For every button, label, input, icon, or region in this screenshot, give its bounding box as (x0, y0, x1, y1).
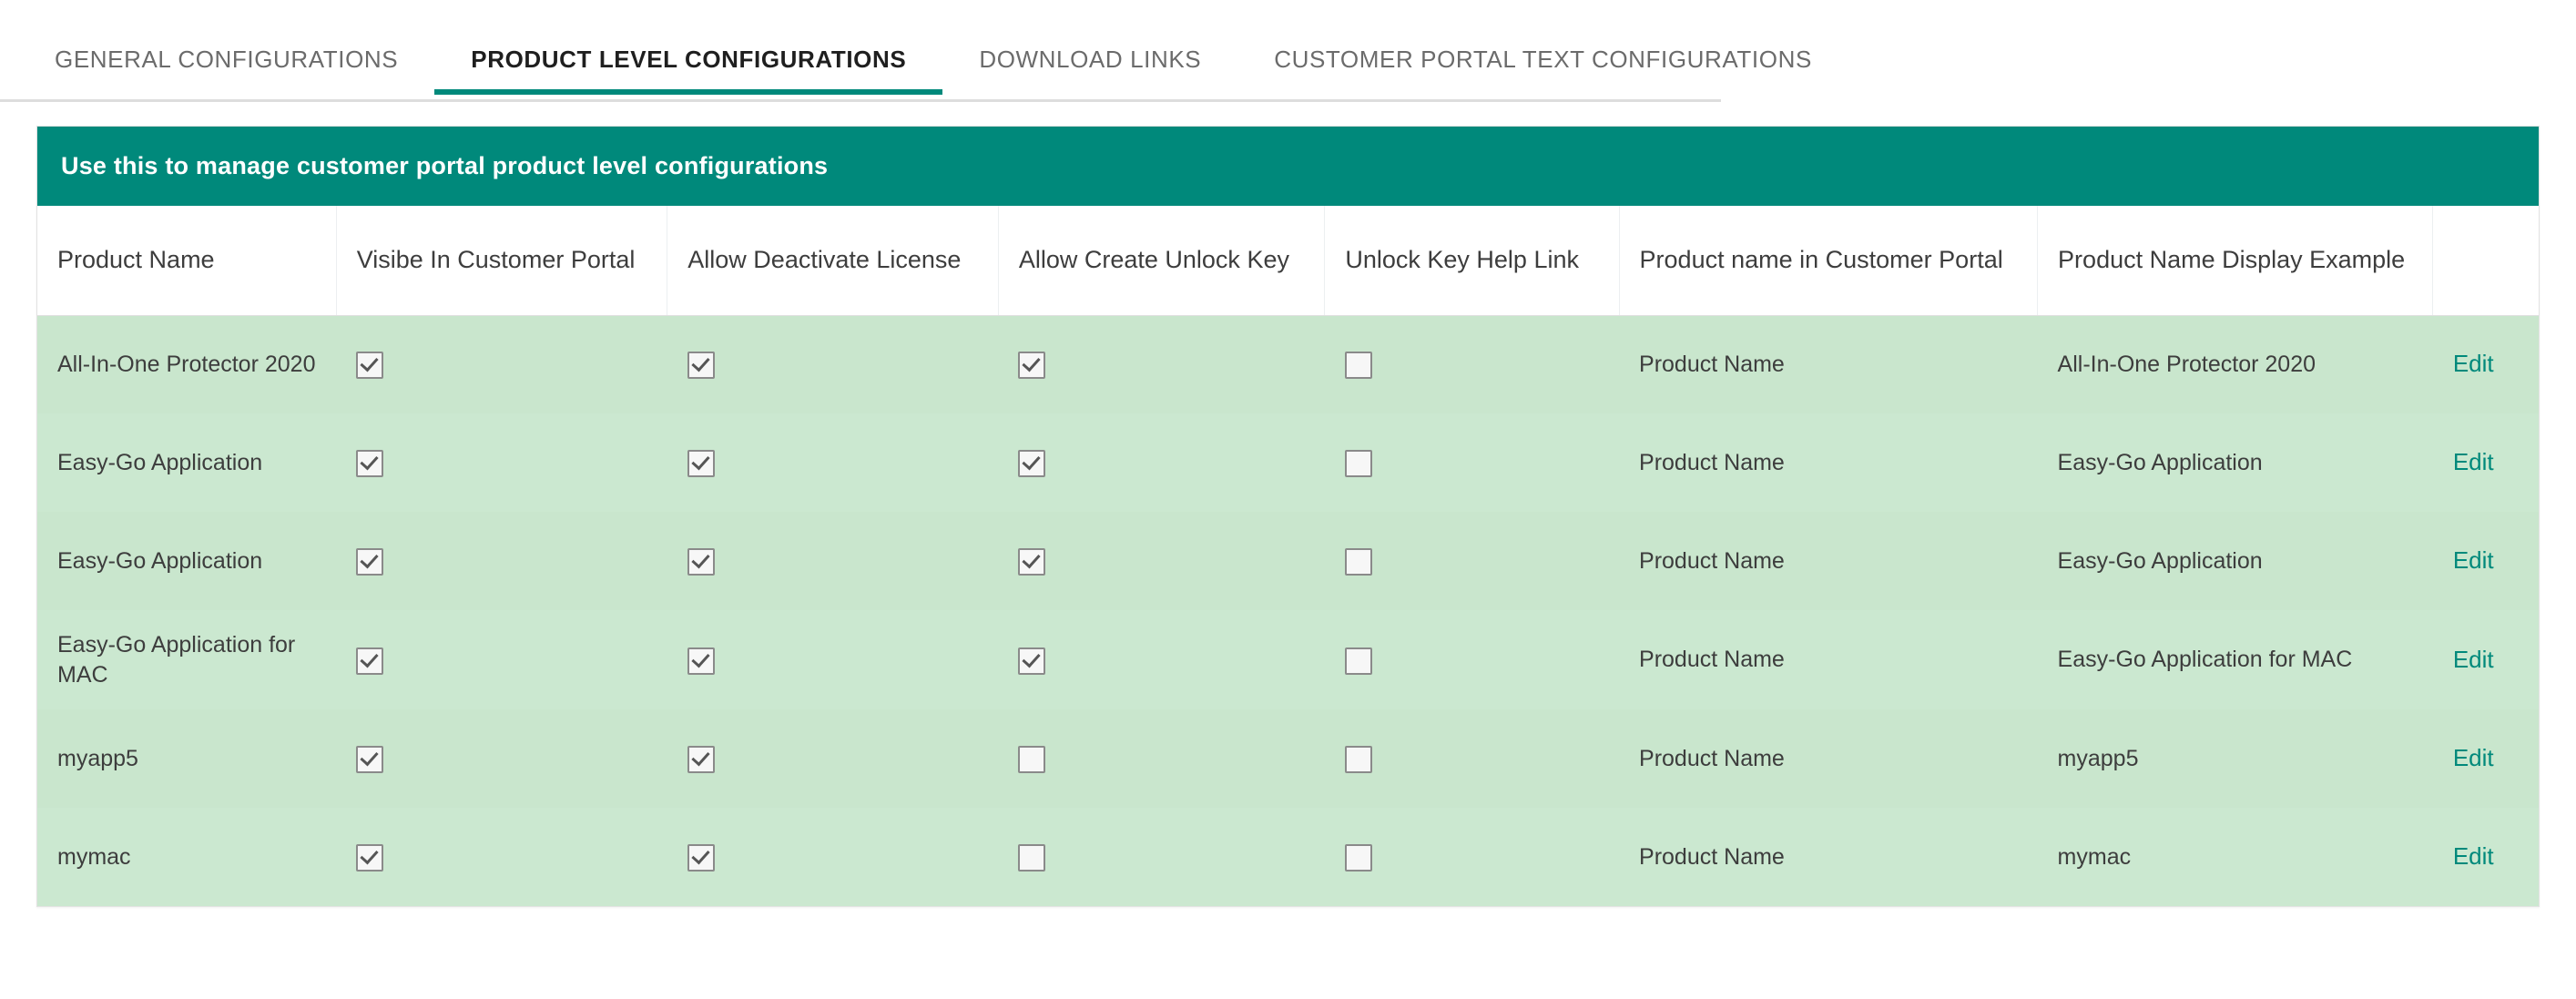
cell-product-name-in-customer-portal: Product Name (1619, 808, 2038, 906)
product-configurations-table (37, 206, 2539, 906)
allow-deactivate-license-checkbox[interactable] (687, 647, 715, 675)
edit-link[interactable]: Edit (2452, 546, 2494, 575)
column-header-product-name-in-customer-portal: Product name in Customer Portal (1619, 206, 2038, 315)
unlock-key-help-link-checkbox[interactable] (1345, 746, 1372, 773)
visible-in-customer-portal-checkbox[interactable] (356, 746, 383, 773)
visible-in-customer-portal-cell (336, 512, 667, 610)
unlock-key-help-link-checkbox[interactable] (1345, 548, 1372, 576)
tab-label: CUSTOMER PORTAL TEXT CONFIGURATIONS (1274, 46, 1812, 73)
allow-create-unlock-key-checkbox[interactable] (1018, 746, 1045, 773)
cell-product-name-display-example: Easy-Go Application (2038, 512, 2433, 610)
edit-link[interactable]: Edit (2452, 842, 2494, 871)
tab-product-level-configurations[interactable] (434, 0, 942, 99)
cell-actions (2433, 512, 2539, 610)
edit-link[interactable]: Edit (2452, 645, 2494, 673)
allow-create-unlock-key-cell (998, 808, 1325, 906)
table-row (37, 413, 2539, 512)
allow-deactivate-license-checkbox[interactable] (687, 450, 715, 477)
allow-create-unlock-key-checkbox[interactable] (1018, 548, 1045, 576)
visible-in-customer-portal-checkbox[interactable] (356, 844, 383, 872)
column-header-allow-deactivate-license: Allow Deactivate License (667, 206, 999, 315)
allow-create-unlock-key-cell (998, 610, 1325, 709)
allow-deactivate-license-cell (667, 808, 999, 906)
cell-product-name-display-example: myapp5 (2038, 709, 2433, 808)
allow-create-unlock-key-cell (998, 315, 1325, 413)
unlock-key-help-link-checkbox[interactable] (1345, 352, 1372, 379)
cell-product-name-display-example: Easy-Go Application (2038, 413, 2433, 512)
cell-actions (2433, 315, 2539, 413)
allow-create-unlock-key-checkbox[interactable] (1018, 352, 1045, 379)
cell-product-name: myapp5 (37, 709, 336, 808)
allow-deactivate-license-checkbox[interactable] (687, 844, 715, 872)
visible-in-customer-portal-cell (336, 413, 667, 512)
cell-product-name-display-example: All-In-One Protector 2020 (2038, 315, 2433, 413)
cell-product-name: Easy-Go Application (37, 512, 336, 610)
cell-product-name-in-customer-portal: Product Name (1619, 610, 2038, 709)
column-header-product-name-display-example: Product Name Display Example (2038, 206, 2433, 315)
unlock-key-help-link-cell (1325, 709, 1619, 808)
table-row (37, 512, 2539, 610)
cell-product-name-in-customer-portal: Product Name (1619, 413, 2038, 512)
tab-customer-portal-text-configurations[interactable] (1237, 0, 1848, 99)
edit-link[interactable]: Edit (2452, 350, 2494, 378)
unlock-key-help-link-checkbox[interactable] (1345, 844, 1372, 872)
cell-actions (2433, 808, 2539, 906)
allow-create-unlock-key-checkbox[interactable] (1018, 647, 1045, 675)
allow-deactivate-license-cell (667, 512, 999, 610)
visible-in-customer-portal-checkbox[interactable] (356, 352, 383, 379)
allow-deactivate-license-checkbox[interactable] (687, 746, 715, 773)
unlock-key-help-link-cell (1325, 413, 1619, 512)
edit-link[interactable]: Edit (2452, 744, 2494, 772)
allow-create-unlock-key-cell (998, 413, 1325, 512)
visible-in-customer-portal-checkbox[interactable] (356, 450, 383, 477)
table-header (37, 206, 2539, 315)
column-header-allow-create-unlock-key: Allow Create Unlock Key (998, 206, 1325, 315)
cell-product-name: All-In-One Protector 2020 (37, 315, 336, 413)
allow-deactivate-license-cell (667, 709, 999, 808)
column-header-unlock-key-help-link: Unlock Key Help Link (1325, 206, 1619, 315)
visible-in-customer-portal-cell (336, 808, 667, 906)
table-row (37, 808, 2539, 906)
table-row (37, 709, 2539, 808)
cell-product-name-in-customer-portal: Product Name (1619, 709, 2038, 808)
unlock-key-help-link-checkbox[interactable] (1345, 647, 1372, 675)
cell-product-name: Easy-Go Application for MAC (37, 610, 336, 709)
allow-create-unlock-key-checkbox[interactable] (1018, 844, 1045, 872)
allow-deactivate-license-cell (667, 610, 999, 709)
tab-label: DOWNLOAD LINKS (979, 46, 1202, 73)
table-row (37, 315, 2539, 413)
allow-deactivate-license-cell (667, 413, 999, 512)
tab-label: PRODUCT LEVEL CONFIGURATIONS (471, 46, 907, 73)
edit-link[interactable]: Edit (2452, 448, 2494, 476)
unlock-key-help-link-cell (1325, 315, 1619, 413)
visible-in-customer-portal-cell (336, 315, 667, 413)
product-configurations-panel (36, 126, 2540, 907)
cell-product-name-in-customer-portal: Product Name (1619, 315, 2038, 413)
table-body (37, 315, 2539, 906)
visible-in-customer-portal-cell (336, 610, 667, 709)
column-header-visible-in-customer-portal: Visibe In Customer Portal (336, 206, 667, 315)
cell-product-name: Easy-Go Application (37, 413, 336, 512)
tab-general-configurations[interactable] (18, 0, 434, 99)
table-header-row (37, 206, 2539, 315)
allow-deactivate-license-checkbox[interactable] (687, 548, 715, 576)
unlock-key-help-link-cell (1325, 808, 1619, 906)
cell-actions (2433, 413, 2539, 512)
tab-download-links[interactable] (942, 0, 1237, 99)
cell-product-name-in-customer-portal: Product Name (1619, 512, 2038, 610)
allow-deactivate-license-cell (667, 315, 999, 413)
column-header-product-name: Product Name (37, 206, 336, 315)
unlock-key-help-link-cell (1325, 610, 1619, 709)
tab-label: GENERAL CONFIGURATIONS (55, 46, 399, 73)
allow-create-unlock-key-cell (998, 709, 1325, 808)
cell-actions (2433, 610, 2539, 709)
table-row (37, 610, 2539, 709)
column-header-actions (2433, 206, 2539, 315)
cell-product-name-display-example: mymac (2038, 808, 2433, 906)
unlock-key-help-link-cell (1325, 512, 1619, 610)
allow-create-unlock-key-checkbox[interactable] (1018, 450, 1045, 477)
allow-create-unlock-key-cell (998, 512, 1325, 610)
cell-product-name-display-example: Easy-Go Application for MAC (2038, 610, 2433, 709)
allow-deactivate-license-checkbox[interactable] (687, 352, 715, 379)
cell-actions (2433, 709, 2539, 808)
visible-in-customer-portal-checkbox[interactable] (356, 548, 383, 576)
visible-in-customer-portal-checkbox[interactable] (356, 647, 383, 675)
panel-header-title: Use this to manage customer portal product level configurations (37, 127, 2539, 206)
unlock-key-help-link-checkbox[interactable] (1345, 450, 1372, 477)
visible-in-customer-portal-cell (336, 709, 667, 808)
cell-product-name: mymac (37, 808, 336, 906)
tab-bar (0, 0, 2576, 109)
